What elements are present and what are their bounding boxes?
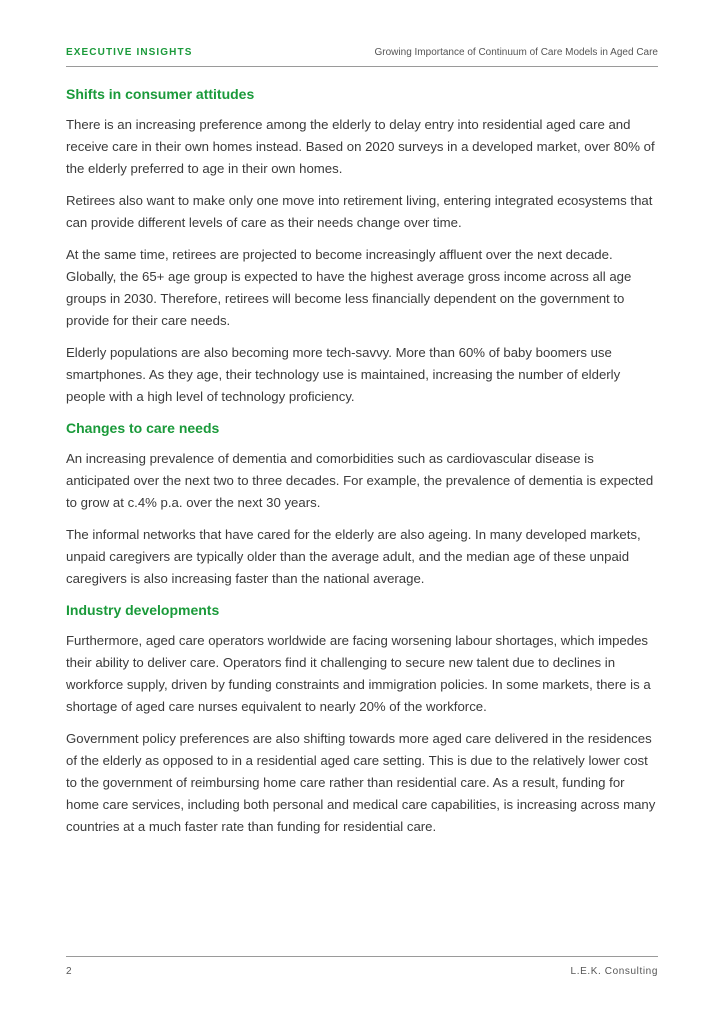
section-consumer-attitudes: [66, 84, 658, 408]
document-title: Growing Importance of Continuum of Care Models in Aged Care: [374, 46, 658, 58]
section-industry-developments: [66, 600, 658, 838]
page-footer: [66, 966, 658, 977]
company-name: L.E.K. Consulting: [570, 966, 658, 977]
paragraph: The informal networks that have cared for the elderly are also ageing. In many developed markets, unpaid caregivers are typically older than the average adult, and the median age of these unpaid caregivers is also increasing faster than the national average.: [66, 527, 641, 586]
paragraph: Elderly populations are also becoming more tech-savvy. More than 60% of baby boomers use smartphones. As they age, their technology use is maintained, increasing the number of elderly people with a high level of technology proficiency.: [66, 345, 621, 404]
paragraph: Furthermore, aged care operators worldwide are facing worsening labour shortages, which impedes their ability to deliver care. Operators find it challenging to secure new talent due to declines in workforce supply, driven by funding constraints and immigration policies. In some markets, there is a shortage of aged care nurses equivalent to nearly 20% of the workforce.: [66, 633, 651, 714]
page-number: 2: [66, 966, 72, 977]
section-heading: Changes to care needs: [66, 420, 220, 436]
paragraph: An increasing prevalence of dementia and comorbidities such as cardiovascular disease is anticipated over the next two to three decades. For example, the prevalence of dementia is expected to grow at c.4% p.a. over the next 30 years.: [66, 451, 654, 510]
main-content: [66, 84, 658, 848]
page: [66, 0, 658, 1024]
section-care-needs: [66, 418, 658, 590]
paragraph: Government policy preferences are also shifting towards more aged care delivered in the residences of the elderly as opposed to in a residential aged care setting. This is due to the relatively lower cost to the government of reimbursing home care rather than residential care. As a result, funding for home care services, including both personal and medical care capabilities, is increasing across many countries at a much faster rate than funding for residential care.: [66, 731, 656, 834]
section-label: EXECUTIVE INSIGHTS: [66, 46, 193, 58]
paragraph: There is an increasing preference among the elderly to delay entry into residential aged care and receive care in their own homes instead. Based on 2020 surveys in a developed market, over 80% of the elderly preferred to age in their own homes.: [66, 117, 655, 176]
page-header: [66, 44, 658, 60]
footer-divider: [66, 956, 658, 957]
section-heading: Industry developments: [66, 602, 220, 618]
paragraph: At the same time, retirees are projected to become increasingly affluent over the next decade. Globally, the 65+ age group is expected to have the highest average gross income across all age groups in 2030. Therefore, retirees will become less financially dependent on the government to provide for their care needs.: [66, 247, 632, 328]
header-divider: [66, 66, 658, 67]
paragraph: Retirees also want to make only one move into retirement living, entering integrated ecosystems that can provide different levels of care as their needs change over time.: [66, 193, 653, 230]
section-heading: Shifts in consumer attitudes: [66, 86, 255, 102]
